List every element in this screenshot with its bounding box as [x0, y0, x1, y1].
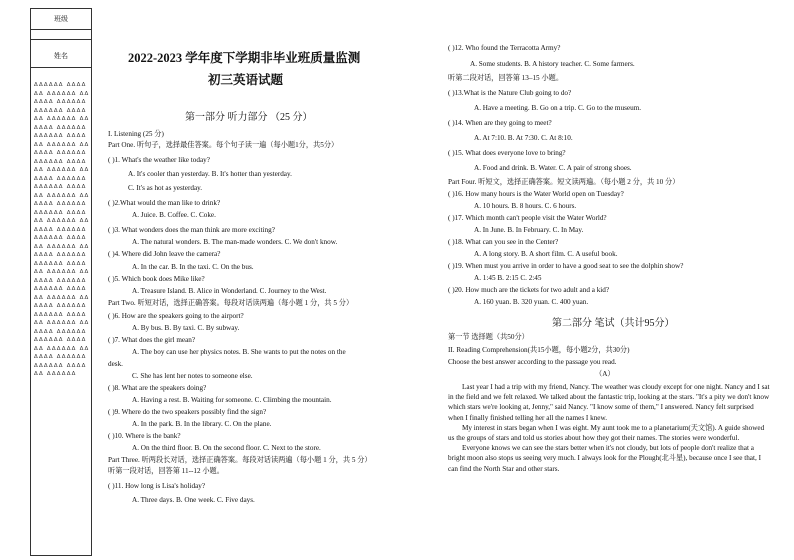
- divider: [31, 29, 91, 30]
- section-heading: I. Listening (25 分): [108, 130, 164, 138]
- options: A. Treasure Island. B. Alice in Wonderland. C. Journey to the West.: [132, 287, 327, 295]
- instruction: Part Four. 听短文，选择正确答案。短文读两遍。（每小题 2 分，共 10 分）: [448, 178, 680, 186]
- options: A. Having a rest. B. Waiting for someone. C. Climbing the mountain.: [132, 396, 332, 404]
- passage-paragraph: Everyone knows we can see the stars better when it's not cloudy, but lots of people don't realize that a bright moon also stops us seeing very much. I always look for the Plough(北斗星), because once I see that, I can find the North Star and other stars.: [448, 444, 761, 473]
- seal-line-triangles: ΔΔΔΔΔΔ ΔΔΔΔΔΔ ΔΔΔΔΔΔ ΔΔΔΔΔΔ ΔΔΔΔΔΔ ΔΔΔΔΔΔ ΔΔΔΔΔΔ ΔΔΔΔΔΔ ΔΔΔΔΔΔ ΔΔΔΔΔΔ ΔΔΔΔΔΔ ΔΔΔΔΔΔ ΔΔΔΔΔΔ ΔΔΔΔΔΔ ΔΔΔΔΔΔ ΔΔΔΔΔΔ ΔΔΔΔΔΔ ΔΔΔΔΔΔ ΔΔΔΔΔΔ ΔΔΔΔΔΔ ΔΔΔΔΔΔ ΔΔΔΔΔΔ ΔΔΔΔΔΔ ΔΔΔΔΔΔ ΔΔΔΔΔΔ ΔΔΔΔΔΔ ΔΔΔΔΔΔ ΔΔΔΔΔΔ ΔΔΔΔΔΔ ΔΔΔΔΔΔ ΔΔΔΔΔΔ ΔΔΔΔΔΔ ΔΔΔΔΔΔ ΔΔΔΔΔΔ ΔΔΔΔΔΔ ΔΔΔΔΔΔ ΔΔΔΔΔΔ ΔΔΔΔΔΔ ΔΔΔΔΔΔ ΔΔΔΔΔΔ ΔΔΔΔΔΔ ΔΔΔΔΔΔ ΔΔΔΔΔΔ ΔΔΔΔΔΔ ΔΔΔΔΔΔ ΔΔΔΔΔΔ ΔΔΔΔΔΔ ΔΔΔΔΔΔ ΔΔΔΔΔΔ ΔΔΔΔΔΔ ΔΔΔΔΔΔ ΔΔΔΔΔΔ ΔΔΔΔΔΔ ΔΔΔΔΔΔ ΔΔΔΔΔΔ ΔΔΔΔΔΔ ΔΔΔΔΔΔ ΔΔΔΔΔΔ: [34, 82, 90, 377]
- question: ( )3. What wonders does the man think are more exciting?: [108, 226, 275, 234]
- instruction: 听第二段对话，回答第 13–15 小题。: [448, 74, 564, 82]
- question: ( )4. Where did John leave the camera?: [108, 250, 221, 258]
- options-continued: desk.: [108, 360, 123, 368]
- question: ( )15. What does everyone love to bring?: [448, 149, 566, 157]
- question: ( )9. Where do the two speakers possibly find the sign?: [108, 408, 267, 416]
- question: ( )16. How many hours is the Water World open on Tuesday?: [448, 190, 624, 198]
- name-label: 姓名: [54, 52, 68, 60]
- options: A. 10 hours. B. 8 hours. C. 6 hours.: [474, 202, 577, 210]
- options: A. A long story. B. A short film. C. A useful book.: [474, 250, 618, 258]
- options: A. The boy can use her physics notes. B. She wants to put the notes on the: [132, 348, 346, 356]
- options: C. She has lent her notes to someone else.: [132, 372, 253, 380]
- exam-subtitle: 初三英语试题: [208, 73, 284, 87]
- divider: [31, 67, 91, 68]
- part-one-heading: 第一部分 听力部分 （25 分）: [185, 112, 313, 123]
- options: A. In the car. B. In the taxi. C. On the bus.: [132, 263, 254, 271]
- passage-paragraph: My interest in stars began when I was eight. My aunt took me to a planetarium(天文馆). A guide showed us the groups of stars and told us stories about how they got their names. The stories were wonderful.: [448, 423, 765, 443]
- options: A. In June. B. In February. C. In May.: [474, 226, 584, 234]
- divider: [31, 39, 91, 40]
- class-label: 班级: [54, 15, 68, 23]
- instruction: Part Three. 听两段长对话，选择正确答案。每段对话读两遍（每小题 1 分，共 5 分）: [108, 456, 372, 464]
- section-heading: 第一节 选择题（共50分）: [448, 333, 529, 341]
- exam-title: 2022-2023 学年度下学期非毕业班质量监测: [128, 51, 361, 65]
- options: A. Some students. B. A history teacher. C. Some farmers.: [470, 60, 635, 68]
- question: ( )8. What are the speakers doing?: [108, 384, 207, 392]
- binding-strip: [30, 8, 92, 556]
- question: ( )12. Who found the Terracotta Army?: [448, 44, 561, 52]
- question: ( )13.What is the Nature Club going to do?: [448, 89, 572, 97]
- options: A. By bus. B. By taxi. C. By subway.: [132, 324, 240, 332]
- instruction: 听第一段对话，回答第 11--12 小题。: [108, 467, 224, 475]
- question: ( )17. Which month can't people visit the Water World?: [448, 214, 607, 222]
- options: A. On the third floor. B. On the second floor. C. Next to the store.: [132, 444, 321, 452]
- options: A. Juice. B. Coffee. C. Coke.: [132, 211, 216, 219]
- options: C. It's as hot as yesterday.: [128, 184, 203, 192]
- instruction: Choose the best answer according to the passage you read.: [448, 358, 617, 366]
- instruction: Part Two. 听短对话，选择正确答案。每段对话读两遍（每小题 1 分，共 5 分）: [108, 299, 354, 307]
- question: ( )18. What can you see in the Center?: [448, 238, 559, 246]
- reading-passage: [448, 382, 770, 474]
- options: A. Have a meeting. B. Go on a trip. C. Go to the museum.: [474, 104, 642, 112]
- passage-label: （A）: [595, 370, 615, 378]
- options: A. At 7:10. B. At 7:30. C. At 8:10.: [474, 134, 573, 142]
- options: A. In the park. B. In the library. C. On the plane.: [132, 420, 272, 428]
- options: A. The natural wonders. B. The man-made wonders. C. We don't know.: [132, 238, 338, 246]
- options: A. Food and drink. B. Water. C. A pair of strong shoes.: [474, 164, 632, 172]
- question: ( )6. How are the speakers going to the airport?: [108, 312, 244, 320]
- question: ( )1. What's the weather like today?: [108, 156, 210, 164]
- options: A. Three days. B. One week. C. Five days.: [132, 496, 255, 504]
- passage-paragraph: Last year I had a trip with my friend, Nancy. The weather was cloudy except for one night. Nancy and I sat in the field and we felt relaxed. We talked about the fantastic trip, looking at the stars. "It's a pity we don't know which stars we're looking at, Jenny," said Nancy. "I know some of them," I answered. Nancy felt surprised when I finally finished telling her all the names I knew.: [448, 383, 770, 422]
- instruction: Part One. 听句子，选择最佳答案。每个句子读一遍（每小题1分，共5分）: [108, 141, 339, 149]
- question: ( )7. What does the girl mean?: [108, 336, 196, 344]
- options: A. 160 yuan. B. 320 yuan. C. 400 yuan.: [474, 298, 589, 306]
- question: ( )5. Which book does Mike like?: [108, 275, 205, 283]
- question: ( )19. When must you arrive in order to have a good seat to see the dolphin show?: [448, 262, 684, 270]
- question: ( )2.What would the man like to drink?: [108, 199, 221, 207]
- question: ( )14. When are they going to meet?: [448, 119, 552, 127]
- section-heading: II. Reading Comprehension(共15小题，每小题2分，共30分): [448, 346, 630, 354]
- question: ( )11. How long is Lisa's holiday?: [108, 482, 206, 490]
- part-two-heading: 第二部分 笔试（共计95分）: [552, 318, 675, 329]
- options: A. It's cooler than yesterday. B. It's hotter than yesterday.: [128, 170, 292, 178]
- question: ( )20. How much are the tickets for two adult and a kid?: [448, 286, 610, 294]
- question: ( )10. Where is the bank?: [108, 432, 181, 440]
- options: A. 1:45 B. 2:15 C. 2:45: [474, 274, 542, 282]
